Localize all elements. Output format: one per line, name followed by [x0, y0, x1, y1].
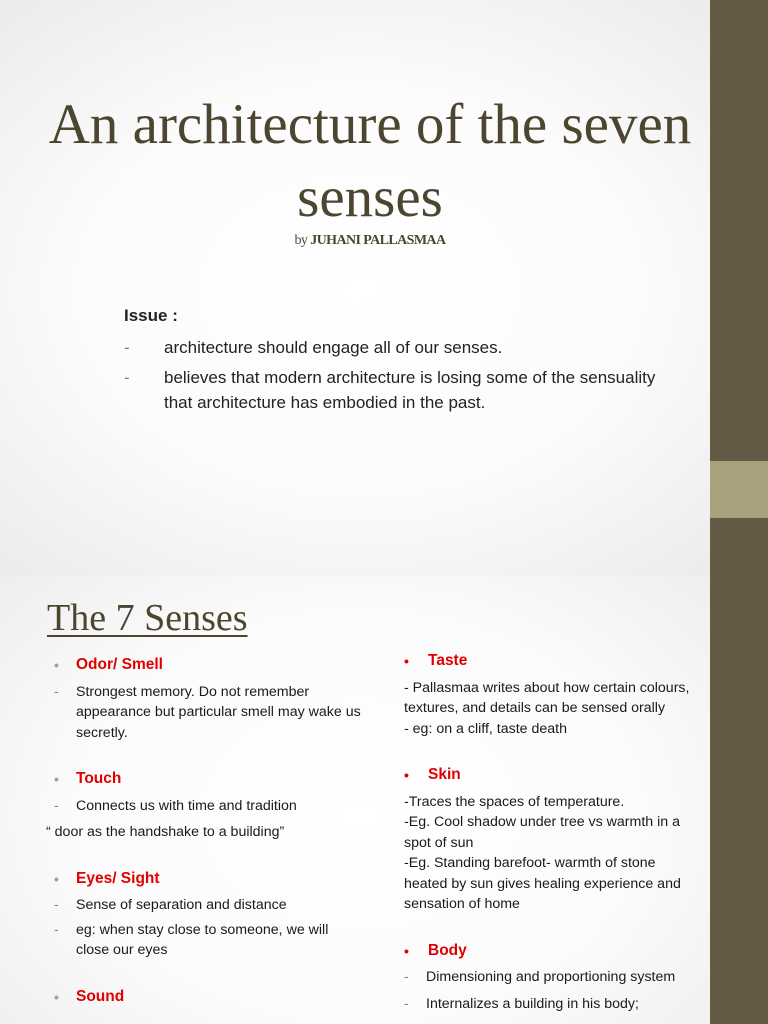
sense-line: -Traces the spaces of temperature. — [404, 793, 625, 810]
slide-2 — [0, 576, 768, 1024]
dash-bullet: - — [54, 797, 59, 814]
sense-point: Dimensioning and proportioning system — [426, 969, 676, 985]
byline-prefix: by — [294, 233, 308, 248]
dash-bullet: - — [124, 338, 130, 357]
issue-point — [124, 335, 664, 360]
sense-quote: “ door as the handshake to a building” — [46, 824, 285, 840]
dash-bullet: - — [54, 683, 59, 700]
sense-touch — [46, 769, 364, 843]
dash-bullet: - — [54, 921, 59, 938]
sense-taste — [404, 651, 702, 739]
byline — [40, 233, 700, 249]
slide-title: The 7 Senses — [47, 597, 248, 639]
slide-sidebar-bar — [710, 576, 768, 1024]
dash-bullet: - — [54, 897, 59, 913]
sense-name: Touch — [76, 770, 122, 787]
bullet-dot-icon: • — [404, 767, 409, 783]
dash-bullet: - — [404, 969, 409, 985]
sense-line: -Eg. Cool shadow under tree vs warmth in a spot of sun — [404, 814, 680, 851]
bullet-dot-icon: • — [54, 771, 59, 787]
sense-line: - Pallasmaa writes about how certain colours, textures, and details can be sensed orally — [404, 679, 690, 716]
issue-point-text: architecture should engage all of our senses. — [164, 338, 503, 357]
sense-odor — [54, 655, 364, 743]
author-name: JUHANI PALLASMAA — [310, 233, 446, 248]
sense-point: Internalizes a building in his body; — [426, 995, 639, 1012]
bullet-dot-icon: • — [404, 653, 409, 669]
senses-left-column — [46, 655, 364, 1024]
issue-heading: Issue : — [124, 306, 178, 325]
sense-name: Skin — [428, 766, 461, 783]
slide-title: An architecture of the seven senses — [48, 93, 692, 229]
issue-section — [124, 306, 664, 420]
dash-bullet: - — [124, 368, 130, 387]
sense-name: Sound — [76, 987, 125, 1005]
sense-name: Odor/ Smell — [76, 656, 163, 673]
slide-sidebar-accent — [710, 461, 768, 518]
dash-bullet: - — [404, 995, 409, 1012]
sense-point: Strongest memory. Do not remember appearance but particular smell may wake us secretly. — [76, 683, 361, 741]
bullet-dot-icon: • — [54, 870, 59, 887]
sense-name: Eyes/ Sight — [76, 869, 160, 887]
sense-body — [404, 941, 702, 1015]
sense-sight — [54, 869, 364, 961]
sense-name: Body — [428, 941, 467, 959]
sense-line: -Eg. Standing barefoot- warmth of stone heated by sun gives healing experience and sensation of home — [404, 855, 681, 912]
bullet-dot-icon: • — [54, 988, 59, 1005]
issue-point-text: believes that modern architecture is losing some of the sensuality that architecture has embodied in the past. — [164, 368, 656, 412]
sense-skin — [404, 765, 702, 915]
issue-point — [124, 365, 664, 415]
sense-point: eg: when stay close to someone, we will close our eyes — [76, 921, 329, 958]
sense-point: Sense of separation and distance — [76, 897, 287, 913]
sense-name: Taste — [428, 652, 468, 669]
bullet-dot-icon: • — [404, 942, 409, 959]
bullet-dot-icon: • — [54, 657, 59, 673]
sense-point: Connects us with time and tradition — [76, 797, 297, 814]
senses-right-column — [404, 651, 702, 1024]
sense-line: - eg: on a cliff, taste death — [404, 720, 567, 737]
sense-sound — [54, 987, 364, 1008]
